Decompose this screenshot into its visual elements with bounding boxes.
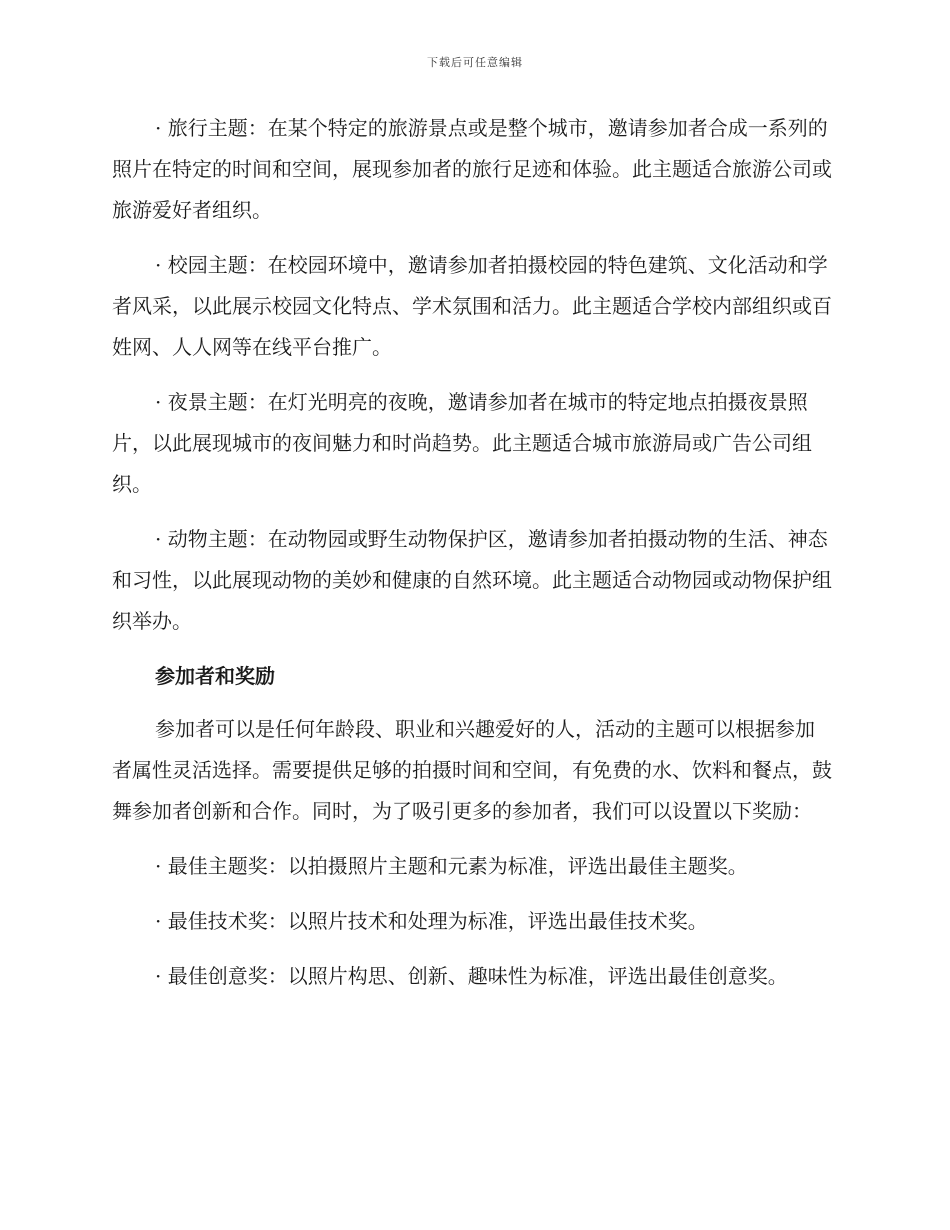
award-best-technique: · 最佳技术奖：以照片技术和处理为标准，评选出最佳技术奖。 — [155, 909, 708, 933]
award-best-creativity: · 最佳创意奖：以照片构思、创新、趣味性为标准，评选出最佳创意奖。 — [155, 964, 788, 988]
theme-travel-paragraph: · 旅行主题：在某个特定的旅游景点或是整个城市，邀请参加者合成一系列的照片在特定的时间和空间，展现参加者的旅行足迹和体验。此主题适合旅游公司或旅游爱好者组织。 — [112, 116, 832, 222]
page-header: 下载后可任意编辑 — [427, 56, 523, 69]
theme-animal-paragraph: · 动物主题：在动物园或野生动物保护区，邀请参加者拍摄动物的生活、神态和习性，以此展现动物的美妙和健康的自然环境。此主题适合动物园或动物保护组织举办。 — [112, 527, 832, 633]
document-body — [112, 108, 832, 1011]
theme-campus-paragraph: · 校园主题：在校园环境中，邀请参加者拍摄校园的特色建筑、文化活动和学者风采，以此展示校园文化特点、学术氛围和活力。此主题适合学校内部组织或百姓网、人人网等在线平台推广。 — [112, 253, 832, 359]
section-heading: 参加者和奖励 — [155, 664, 275, 688]
participants-intro-paragraph: 参加者可以是任何年龄段、职业和兴趣爱好的人，活动的主题可以根据参加者属性灵活选择。需要提供足够的拍摄时间和空间，有免费的水、饮料和餐点，鼓舞参加者创新和合作。同时，为了吸引更多的参加者，我们可以设置以下奖励： — [112, 717, 832, 823]
theme-night-paragraph: · 夜景主题：在灯光明亮的夜晚，邀请参加者在城市的特定地点拍摄夜景照片，以此展现城市的夜间魅力和时尚趋势。此主题适合城市旅游局或广告公司组织。 — [112, 390, 812, 496]
award-best-theme: · 最佳主题奖：以拍摄照片主题和元素为标准，评选出最佳主题奖。 — [155, 854, 748, 878]
